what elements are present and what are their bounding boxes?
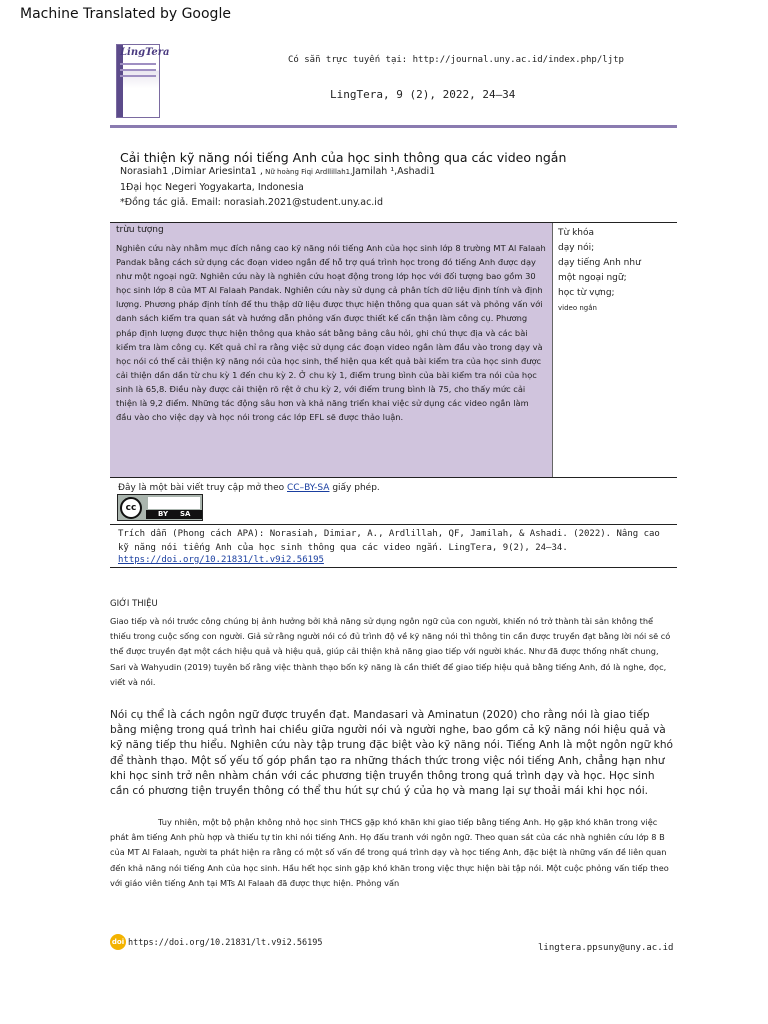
cc-sa-label: SA xyxy=(180,510,191,518)
cover-bar xyxy=(120,75,156,77)
footer-doi[interactable]: https://doi.org/10.21831/lt.v9i2.56195 xyxy=(128,938,323,948)
article-authors xyxy=(120,166,435,177)
cc-by-sa-badge[interactable] xyxy=(117,494,203,521)
cc-icon: cc xyxy=(120,497,142,519)
keyword: một ngoại ngữ; xyxy=(558,273,627,283)
footer-email[interactable]: lingtera.ppsuny@uny.ac.id xyxy=(538,943,674,953)
doi-icon: doi xyxy=(110,934,126,950)
license-statement xyxy=(118,483,380,493)
journal-cover-image xyxy=(116,44,170,118)
divider xyxy=(110,567,677,568)
section-heading: GIỚI THIỆU xyxy=(110,599,158,609)
online-availability: Có sẵn trực tuyến tại: http://journal.uny.ac.id/index.php/ljtp xyxy=(288,55,624,65)
cc-badge-labels xyxy=(146,510,202,519)
license-link[interactable]: CC–BY-SA xyxy=(287,483,330,493)
authors-part-1: Norasiah1 ,Dimiar Ariesinta1 , xyxy=(120,166,263,177)
header-divider xyxy=(110,125,677,128)
paragraph xyxy=(110,815,676,891)
authors-part-2: Nữ hoàng Fiqi Ardllillah1, xyxy=(262,168,353,176)
cc-by-label: BY xyxy=(158,510,169,518)
cover-logo: LingTera xyxy=(120,47,170,58)
cover-bar xyxy=(120,69,156,71)
abstract-separator xyxy=(552,223,553,477)
keyword: học từ vựng; xyxy=(558,288,615,298)
keyword: dạy nói; xyxy=(558,243,595,253)
divider xyxy=(110,477,677,478)
cover-bar xyxy=(120,63,156,65)
keywords-panel xyxy=(558,226,641,316)
citation-text: Trích dẫn (Phong cách APA): Norasiah, Dimiar, A., Ardlillah, QF, Jamilah, & Ashadi. (2022). Nâng cao kỹ năng nói tiếng Anh của học sinh thông qua các video ngắn. LingTera, 9(2), 24–34. xyxy=(118,529,660,553)
machine-translated-banner: Machine Translated by Google xyxy=(20,6,231,22)
abstract-text: Nghiên cứu này nhằm mục đích nâng cao kỹ năng nói tiếng Anh của học sinh lớp 8 trường MT Al Falaah Pandak bằng cách sử dụng các đoạn video ngắn để hỗ trợ quá trình học trong đó tiếng Anh được dạy như một ngoại ngữ. Nghiên cứu này là nghiên cứu hoạt động trong lớp học với đối tượng bao gồm 30 học sinh lớp 8 của MT Al Falaah Pandak. Nghiên cứu này sử dụng cả phân tích dữ liệu định tính và định lượng. Phương pháp định tính để thu thập dữ liệu được thực hiện thông qua quan sát và phỏng vấn với danh sách kiểm tra quan sát và hướng dẫn phỏng vấn được thiết kế cẩn thận làm công cụ. Phương pháp định lượng được thực hiện thông qua khảo sát bằng bảng câu hỏi, ghi chú thực địa và các bài kiểm tra làm công cụ. Kết quả chỉ ra rằng việc sử dụng các đoạn video ngắn làm đầu vào trong dạy và học nói có thể cải thiện kỹ năng nói của học sinh, thể hiện qua kết quả bài kiểm tra của học sinh được cải thiện dần dần từ chu kỳ 1 đến chu kỳ 2. Ở chu kỳ 1, điểm trung bình của bài kiểm tra nói của học sinh là 65,8. Điều này được cải thiện rõ rệt ở chu kỳ 2, với điểm trung bình là 75, cho thấy mức cải thiện là 9,2 điểm. Những tác động sâu hơn và khả năng triển khai việc sử dụng các video ngắn làm đầu vào cho việc dạy và học nói trong các lớp EFL sẽ được thảo luận. xyxy=(116,243,546,423)
keyword: video ngắn xyxy=(558,304,597,312)
citation-doi-link[interactable]: https://doi.org/10.21831/lt.v9i2.56195 xyxy=(118,555,324,565)
article-title: Cải thiện kỹ năng nói tiếng Anh của học sinh thông qua các video ngắn xyxy=(120,150,567,165)
cc-attribution-icons xyxy=(148,497,200,509)
paragraph: Nói cụ thể là cách ngôn ngữ được truyền đạt. Mandasari và Aminatun (2020) cho rằng nói là giao tiếp bằng miệng trong quá trình hai chiều giữa người nói và người nghe, bao gồm cả kỹ năng nói hiệu quả và kỹ năng tiếp thu hiểu. Nghiên cứu này tập trung đặc biệt vào kỹ năng nói. Tiếng Anh là một ngôn ngữ khó để thành thạo. Một số yếu tố góp phần tạo ra những thách thức trong việc nói tiếng Anh, chẳng hạn như khi học sinh trở nên nhàm chán với các phương tiện truyền thông trong quá trình dạy và học. Học sinh cần có phương tiện truyền thông có thể thu hút sự chú ý của họ và mang lại sự thoải mái khi học nói. xyxy=(110,709,674,798)
divider xyxy=(110,524,677,525)
keyword: dạy tiếng Anh như xyxy=(558,258,641,268)
author-affiliation: 1Đại học Negeri Yogyakarta, Indonesia xyxy=(120,182,304,193)
keywords-heading: Từ khóa xyxy=(558,228,594,238)
abstract-box xyxy=(110,223,552,477)
paragraph-text: Tuy nhiên, một bộ phận không nhỏ học sinh THCS gặp khó khăn khi giao tiếp bằng tiếng Anh. Họ gặp khó khăn trong việc phát âm tiếng Anh phù hợp và thiếu tự tin khi nói tiếng Anh. Họ đấu tranh với ngôn ngữ. Theo quan sát của các nhà nghiên cứu lớp 8 B của MT Al Falaah, người ta phát hiện ra rằng có một số vấn đề trong quá trình dạy và học tiếng Anh, đặc biệt là những vấn đề liên quan đến khả năng nói tiếng Anh của học sinh. Hầu hết học sinh gặp khó khăn trong việc thực hiện bài tập nói. Một cuộc phỏng vấn tiếp theo với giáo viên tiếng Anh tại MTs Al Falaah đã được thực hiện. Phỏng vấn xyxy=(110,817,669,888)
license-suffix: giấy phép. xyxy=(329,483,380,493)
paragraph: Giao tiếp và nói trước công chúng bị ảnh hưởng bởi khả năng sử dụng ngôn ngữ của con người, khiến nó trở thành tài sản không thể thiếu trong cuộc sống con người. Giả sử rằng người nói có đủ trình độ về kỹ năng nói thì thông tin cần được truyền đạt bằng lời nói sẽ có thể được truyền đạt một cách hiệu quả và hiệu quả, giúp cải thiện khả năng giao tiếp với người khác. Như đã được thống nhất chung, Sari và Wahyudin (2019) tuyên bố rằng việc thành thạo bốn kỹ năng là cần thiết để giao tiếp hiệu quả bằng tiếng Anh, đó là nghe, đọc, viết và nói. xyxy=(110,616,671,687)
corresponding-author: *Đồng tác giả. Email: norasiah.2021@student.uny.ac.id xyxy=(120,197,383,208)
journal-citation-header: LingTera, 9 (2), 2022, 24–34 xyxy=(330,88,516,101)
abstract-heading: trừu tượng xyxy=(116,225,164,235)
license-prefix: Đây là một bài viết truy cập mở theo xyxy=(118,483,287,493)
authors-part-3: Jamilah ¹,Ashadi1 xyxy=(352,166,436,177)
